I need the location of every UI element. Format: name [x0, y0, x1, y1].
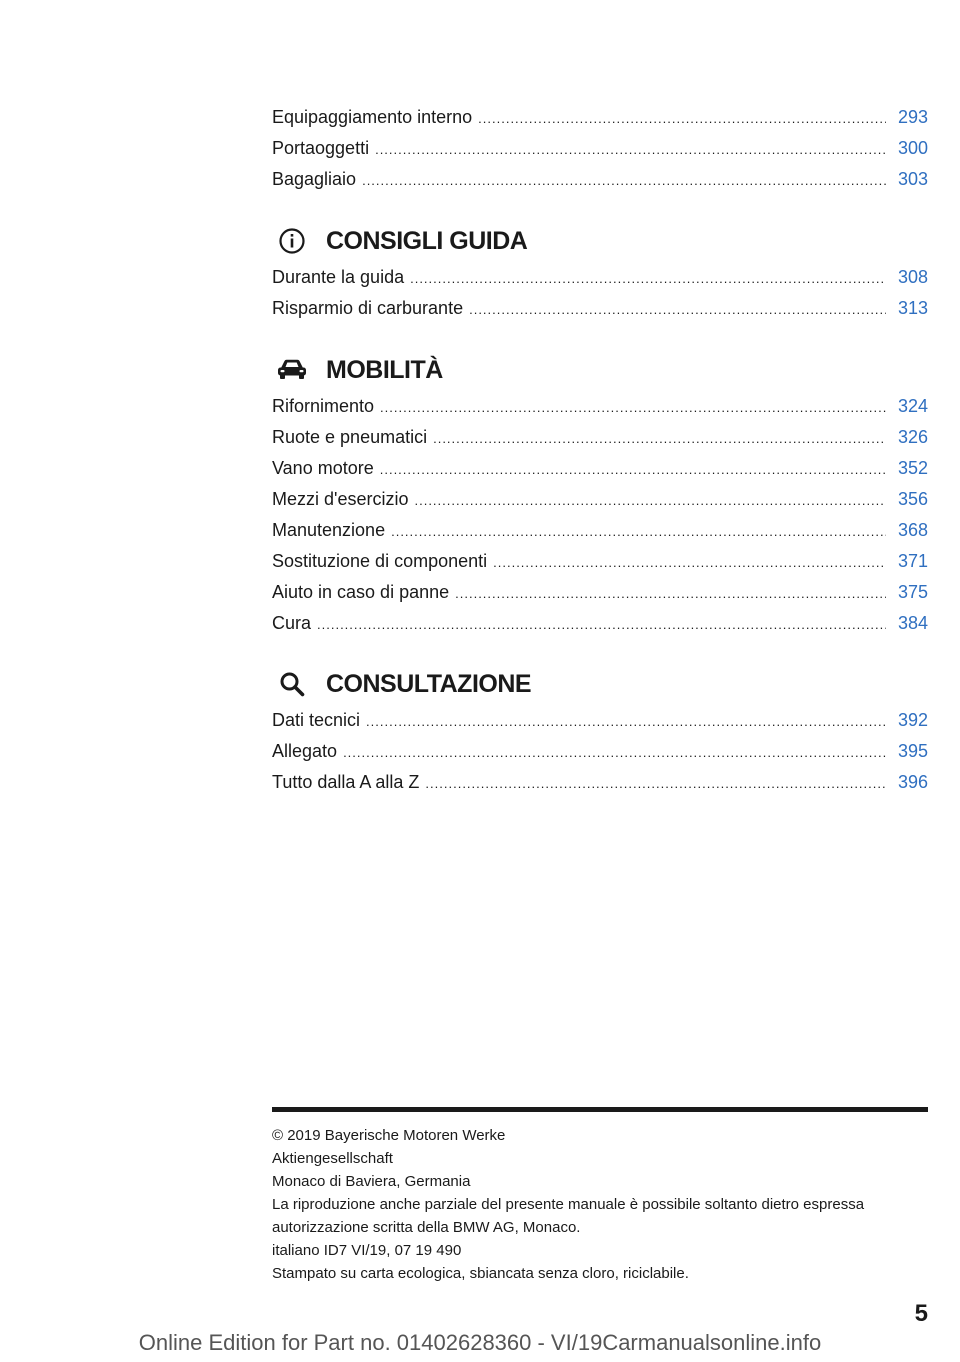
dot-leader [410, 263, 886, 294]
imprint-line: Monaco di Baviera, Germania [272, 1173, 471, 1190]
imprint-line: Stampato su carta ecologica, sbiancata senza cloro, riciclabile. [272, 1265, 689, 1282]
section-title: MOBILITÀ [326, 355, 443, 384]
toc-entry-title: Sostituzione di componenti [272, 551, 488, 571]
toc-entry[interactable] [272, 577, 928, 608]
toc-entry[interactable] [272, 262, 928, 293]
toc-top [272, 102, 928, 195]
dot-leader [375, 134, 886, 165]
dot-leader [478, 103, 886, 134]
toc-entry[interactable] [272, 453, 928, 484]
toc-entry-page-link[interactable]: 392 [897, 710, 928, 730]
toc-section-mobilita [272, 391, 928, 639]
imprint-divider [272, 1107, 928, 1112]
toc-entry-page-link[interactable]: 324 [897, 396, 928, 416]
dot-leader [455, 578, 886, 609]
toc-entry-page-link[interactable]: 313 [897, 298, 928, 318]
toc-entry[interactable] [272, 767, 928, 798]
dot-leader [425, 768, 886, 799]
toc-entry-page-link[interactable]: 371 [897, 551, 928, 571]
toc-entry-page-link[interactable]: 375 [897, 582, 928, 602]
toc-entry[interactable] [272, 164, 928, 195]
toc-section-consigli-guida [272, 262, 928, 324]
toc-entry-title: Manutenzione [272, 520, 386, 540]
toc-entry-page-link[interactable]: 384 [897, 613, 928, 633]
toc-entry[interactable] [272, 391, 928, 422]
toc-entry-title: Rifornimento [272, 396, 375, 416]
toc-entry[interactable] [272, 515, 928, 546]
toc-entry-page-link[interactable]: 396 [897, 772, 928, 792]
toc-section-consultazione [272, 705, 928, 798]
toc-entry[interactable] [272, 546, 928, 577]
imprint-line: La riproduzione anche parziale del presente manuale è possibile soltanto dietro espressa [272, 1196, 865, 1213]
dot-leader [362, 165, 886, 196]
car-icon [272, 350, 312, 390]
dot-leader [343, 737, 886, 768]
toc-entry-page-link[interactable]: 356 [897, 489, 928, 509]
toc-entry[interactable] [272, 608, 928, 639]
toc-entry[interactable] [272, 705, 928, 736]
search-icon [272, 664, 312, 704]
toc-entry-page-link[interactable]: 326 [897, 427, 928, 447]
toc-entry[interactable] [272, 736, 928, 767]
toc-entry-title: Risparmio di carburante [272, 298, 464, 318]
dot-leader [380, 454, 886, 485]
toc-entry-title: Portaoggetti [272, 138, 370, 158]
toc-entry-page-link[interactable]: 303 [897, 169, 928, 189]
imprint-line: Aktiengesellschaft [272, 1150, 393, 1167]
section-heading-consultazione [272, 664, 531, 704]
info-icon [272, 221, 312, 261]
toc-entry-title: Equipaggiamento interno [272, 107, 473, 127]
footer [0, 1330, 960, 1356]
imprint-block [272, 1124, 928, 1285]
imprint-line: italiano ID7 VI/19, 07 19 490 [272, 1242, 462, 1259]
toc-entry[interactable] [272, 293, 928, 324]
toc-entry-title: Tutto dalla A alla Z [272, 772, 420, 792]
dot-leader [380, 392, 886, 423]
dot-leader [366, 706, 886, 737]
toc-entry-title: Mezzi d'esercizio [272, 489, 409, 509]
toc-entry[interactable] [272, 422, 928, 453]
dot-leader [317, 609, 886, 640]
toc-entry-page-link[interactable]: 395 [897, 741, 928, 761]
toc-entry-title: Allegato [272, 741, 338, 761]
imprint-line: © 2019 Bayerische Motoren Werke [272, 1127, 506, 1144]
toc-entry-page-link[interactable]: 293 [897, 107, 928, 127]
page-number: 5 [914, 1300, 928, 1327]
footer-edition-text: Online Edition for Part no. 01402628360 - VI/19 [138, 1330, 603, 1355]
toc-entry-page-link[interactable]: 300 [897, 138, 928, 158]
toc-entry-page-link[interactable]: 368 [897, 520, 928, 540]
section-title: CONSULTAZIONE [326, 669, 532, 698]
imprint-line: autorizzazione scritta della BMW AG, Monaco. [272, 1219, 581, 1236]
footer-watermark: Carmanualsonline.info [602, 1330, 822, 1355]
dot-leader [433, 423, 886, 454]
toc-entry-title: Ruote e pneumatici [272, 427, 428, 447]
toc-entry-title: Aiuto in caso di panne [272, 582, 450, 602]
toc-entry[interactable] [272, 133, 928, 164]
section-title: CONSIGLI GUIDA [326, 226, 528, 255]
dot-leader [414, 485, 886, 516]
toc-entry-title: Durante la guida [272, 267, 405, 287]
toc-entry-title: Cura [272, 613, 312, 633]
toc-entry[interactable] [272, 484, 928, 515]
dot-leader [493, 547, 886, 578]
dot-leader [391, 516, 886, 547]
toc-entry-title: Dati tecnici [272, 710, 361, 730]
dot-leader [469, 294, 886, 325]
toc-entry[interactable] [272, 102, 928, 133]
section-heading-mobilita [272, 350, 443, 390]
toc-entry-title: Bagagliaio [272, 169, 357, 189]
toc-entry-title: Vano motore [272, 458, 374, 478]
section-heading-consigli-guida [272, 221, 527, 261]
toc-entry-page-link[interactable]: 352 [897, 458, 928, 478]
toc-entry-page-link[interactable]: 308 [897, 267, 928, 287]
